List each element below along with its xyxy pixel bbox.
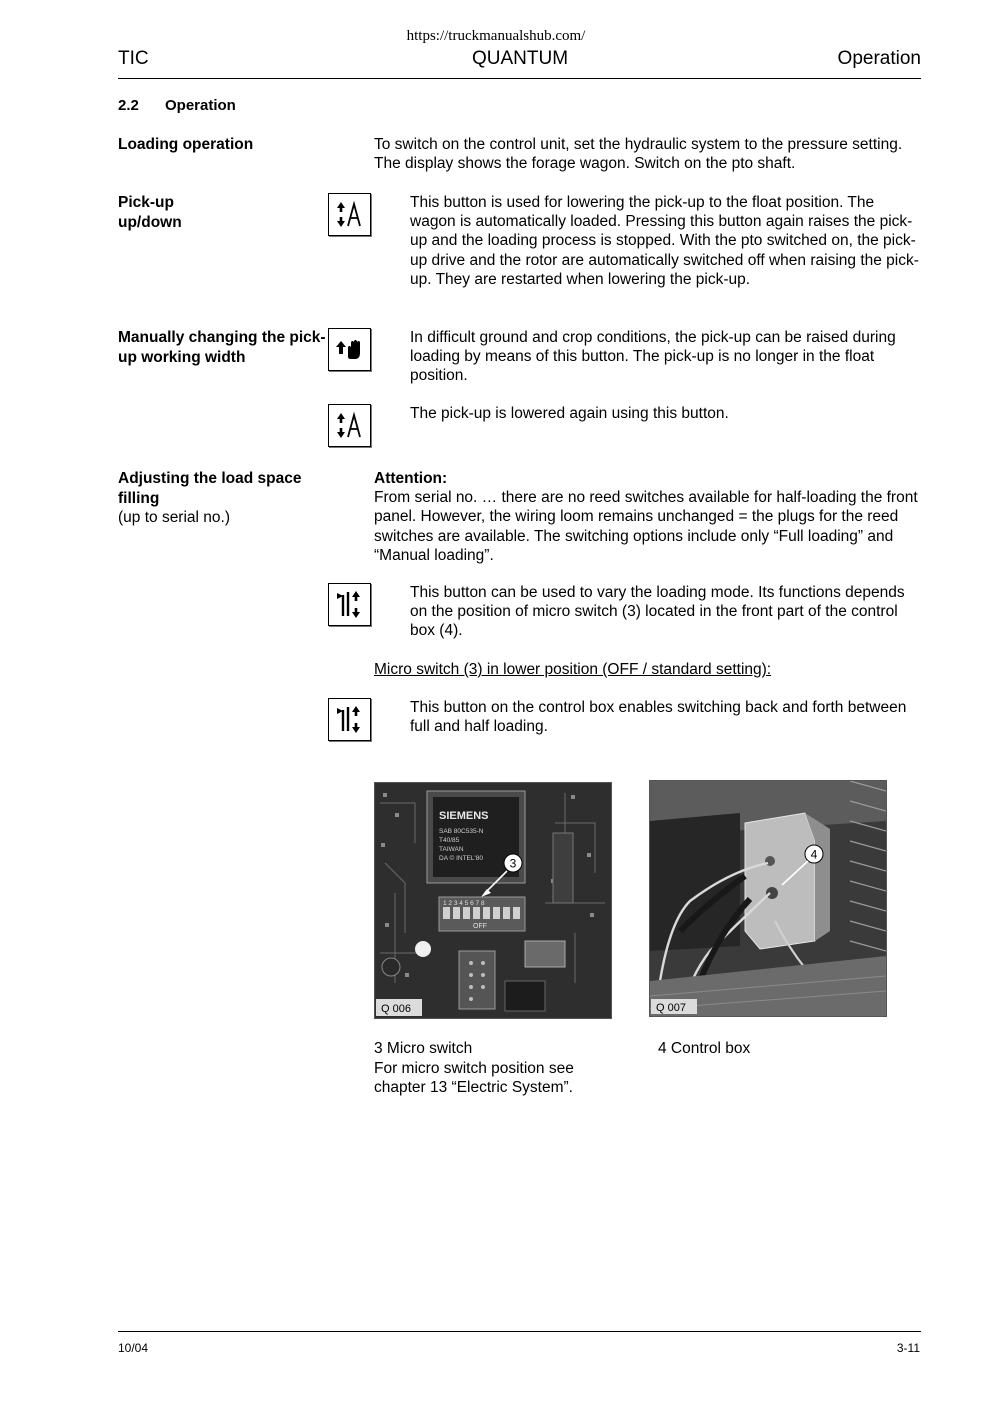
header-left: TIC <box>118 48 149 69</box>
header-rule <box>118 78 921 79</box>
section-title: Operation <box>165 97 236 114</box>
pickup-lower-icon <box>328 404 371 447</box>
dip-off-label: OFF <box>473 923 487 930</box>
pickup-updown-icon <box>328 193 371 236</box>
loading-label: Loading operation <box>118 136 254 153</box>
footer-date: 10/04 <box>118 1341 149 1355</box>
micro-switch-photo <box>374 782 612 1019</box>
manual-label: Manually changing the pick-up working width <box>118 329 326 366</box>
adjust-label <box>118 469 328 528</box>
chip-copyright: DA © INTEL'80 <box>439 855 483 862</box>
pickup-label <box>118 193 328 232</box>
attention-text: From serial no. … there are no reed switches available for half-loading the front panel. However, the wiring loom remains unchanged = the plugs for the reed switches are available. The switching options include only “Full loading” and “Manual loading”. <box>374 489 918 564</box>
section-number: 2.2 <box>118 97 139 114</box>
micro-switch-heading: Micro switch (3) in lower position (OFF / standard setting): <box>374 661 772 678</box>
micro-switch-text: This button on the control box enables switching back and forth between full and half loading. <box>410 699 907 736</box>
raise-hand-icon <box>328 328 371 371</box>
callout-3: 3 <box>509 856 517 871</box>
caption-micro-switch <box>374 1039 604 1098</box>
pickup-text: This button is used for lowering the pick-up to the float position. The wagon is automatically loaded. Pressing this button again raises the pick-up and the loading process is stopped. With the pto switched on, the pick-up drive and the rotor are automatically switched off when raising the pick-up. They are restarted when lowering the pick-up. <box>410 194 919 288</box>
pickup-label-line2: up/down <box>118 213 182 231</box>
dip-numbers: 1 2 3 4 5 6 7 8 <box>443 900 485 907</box>
callout-4: 4 <box>810 847 818 862</box>
manual-text-lower: The pick-up is lowered again using this button. <box>410 405 729 422</box>
header-right: Operation <box>837 48 921 69</box>
pickup-label-line1: Pick-up <box>118 194 174 211</box>
mode-text: This button can be used to vary the loading mode. Its functions depends on the position of micro switch (3) located in the front part of the control box (4). <box>410 584 905 640</box>
adjust-label-main: Adjusting the load space filling <box>118 470 302 507</box>
footer-rule <box>118 1331 921 1332</box>
attention-heading: Attention: <box>374 470 448 487</box>
photo-tag-q007: Q 007 <box>656 1002 686 1014</box>
loading-mode-icon <box>328 583 371 626</box>
chip-model: SAB 80C535-N <box>439 828 484 835</box>
header-center: QUANTUM <box>471 48 569 69</box>
caption-control-box: 4 Control box <box>658 1040 751 1057</box>
section-heading <box>118 97 236 114</box>
footer-page-number: 3-11 <box>896 1341 920 1355</box>
caption-micro-switch-title: 3 Micro switch <box>374 1040 473 1057</box>
control-box-photo <box>649 780 887 1017</box>
photo-tag-q006: Q 006 <box>381 1003 411 1015</box>
source-url: https://truckmanualshub.com/ <box>406 28 586 44</box>
loading-mode-icon-2 <box>328 698 371 741</box>
loading-text: To switch on the control unit, set the hydraulic system to the pressure setting. The display shows the forage wagon. Switch on the pto shaft. <box>374 136 903 173</box>
chip-origin: TAIWAN <box>439 846 464 853</box>
manual-text-raise: In difficult ground and crop conditions, the pick-up can be raised during loading by means of this button. The pick-up is no longer in the float position. <box>410 329 896 385</box>
chip-lot: T40/85 <box>439 837 460 844</box>
caption-micro-switch-note: For micro switch position see chapter 13 “Electric System”. <box>374 1059 574 1096</box>
adjust-sublabel: (up to serial no.) <box>118 509 230 526</box>
chip-brand: SIEMENS <box>439 810 489 822</box>
attention-block <box>374 469 922 565</box>
